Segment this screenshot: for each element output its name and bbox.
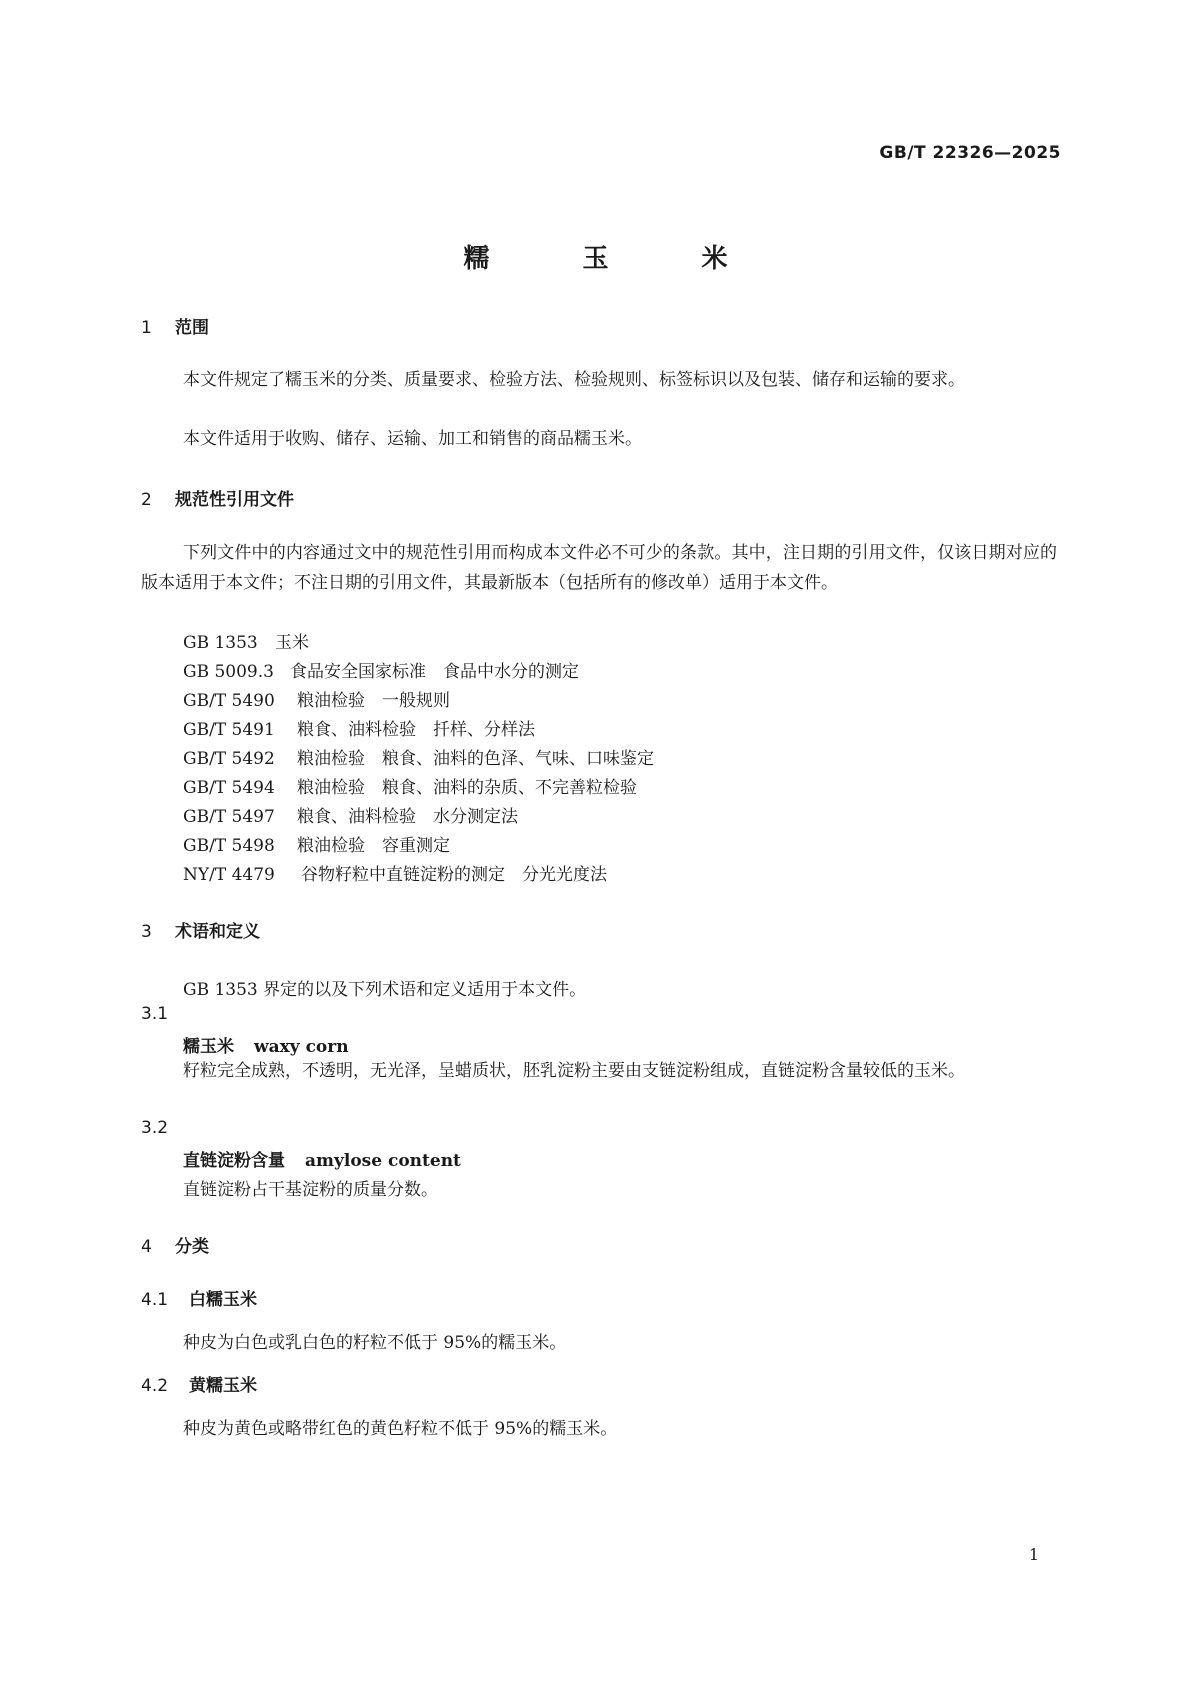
section-number: 1	[141, 318, 152, 338]
term-number: 3.1	[141, 1004, 169, 1024]
standard-number: GB/T 22326—2025	[879, 143, 1061, 163]
reference-title: 粮食、油料检验 水分测定法	[297, 807, 518, 827]
section-number: 2	[141, 490, 152, 510]
reference-item	[183, 628, 309, 653]
reference-code: GB/T 5491	[183, 720, 275, 740]
section-1-heading	[141, 313, 209, 338]
reference-title: 粮油检验 容重测定	[297, 836, 450, 856]
reference-item	[183, 773, 637, 798]
reference-title: 粮油检验 粮食、油料的杂质、不完善粒检验	[297, 778, 637, 798]
section-1-paragraph-1: 本文件规定了糯玉米的分类、质量要求、检验方法、检验规则、标签标识以及包装、储存和运输的要求。	[183, 370, 965, 390]
reference-code: NY/T 4479	[183, 865, 275, 885]
reference-item	[183, 744, 654, 769]
subsection-4-2-heading	[141, 1371, 257, 1396]
page-number: 1	[1028, 1545, 1039, 1564]
section-number: 3	[141, 922, 152, 942]
term-heading	[183, 1032, 349, 1057]
section-3-heading	[141, 917, 260, 942]
term-heading	[183, 1146, 461, 1171]
subsection-4-1-heading	[141, 1285, 257, 1310]
reference-code: GB/T 5498	[183, 836, 275, 856]
reference-code: GB/T 5497	[183, 807, 275, 827]
section-number: 4	[141, 1237, 152, 1257]
term-english: waxy corn	[254, 1037, 349, 1057]
reference-code: GB 5009.3	[183, 662, 274, 682]
term-definition: 籽粒完全成熟，不透明，无光泽，呈蜡质状，胚乳淀粉主要由支链淀粉组成，直链淀粉含量较低的玉米。	[183, 1061, 965, 1081]
reference-code: GB/T 5494	[183, 778, 275, 798]
section-3-intro: GB 1353 界定的以及下列术语和定义适用于本文件。	[183, 980, 587, 1000]
section-title: 术语和定义	[175, 922, 260, 942]
term-definition: 直链淀粉占干基淀粉的质量分数。	[183, 1180, 438, 1200]
reference-item	[183, 860, 607, 885]
subsection-title: 黄糯玉米	[189, 1376, 257, 1396]
section-title: 规范性引用文件	[175, 490, 294, 510]
term-english: amylose content	[305, 1151, 461, 1171]
reference-code: GB/T 5492	[183, 749, 275, 769]
reference-item	[183, 802, 518, 827]
reference-title: 粮油检验 粮食、油料的色泽、气味、口味鉴定	[297, 749, 654, 769]
reference-title: 玉米	[275, 633, 309, 653]
reference-item	[183, 686, 450, 711]
subsection-title: 白糯玉米	[189, 1290, 257, 1310]
section-1-paragraph-2: 本文件适用于收购、储存、运输、加工和销售的商品糯玉米。	[183, 429, 642, 449]
subsection-number: 4.1	[141, 1290, 169, 1310]
term-chinese: 直链淀粉含量	[183, 1151, 285, 1171]
subsection-4-1-text: 种皮为白色或乳白色的籽粒不低于 95%的糯玉米。	[183, 1333, 567, 1353]
subsection-4-2-text: 种皮为黄色或略带红色的黄色籽粒不低于 95%的糯玉米。	[183, 1419, 618, 1439]
reference-code: GB 1353	[183, 633, 258, 653]
reference-title: 粮油检验 一般规则	[297, 691, 450, 711]
section-title: 范围	[175, 318, 209, 338]
reference-title: 食品安全国家标准 食品中水分的测定	[290, 662, 579, 682]
subsection-number: 4.2	[141, 1376, 169, 1396]
term-chinese: 糯玉米	[183, 1037, 234, 1057]
reference-code: GB/T 5490	[183, 691, 275, 711]
section-2-paragraph-1: 下列文件中的内容通过文中的规范性引用而构成本文件必不可少的条款。其中，注日期的引用文件，仅该日期对应的版本适用于本文件；不注日期的引用文件，其最新版本（包括所有的修改单）适用于本文件。	[141, 543, 1057, 593]
section-2-heading	[141, 485, 294, 510]
reference-title: 粮食、油料检验 扦样、分样法	[297, 720, 535, 740]
reference-item	[183, 715, 535, 740]
document-title: 糯 玉 米	[463, 244, 770, 274]
section-4-heading	[141, 1232, 209, 1257]
term-number: 3.2	[141, 1118, 169, 1138]
reference-item	[183, 831, 450, 856]
reference-title: 谷物籽粒中直链淀粉的测定 分光光度法	[301, 865, 607, 885]
reference-item	[183, 657, 579, 682]
section-title: 分类	[175, 1237, 209, 1257]
